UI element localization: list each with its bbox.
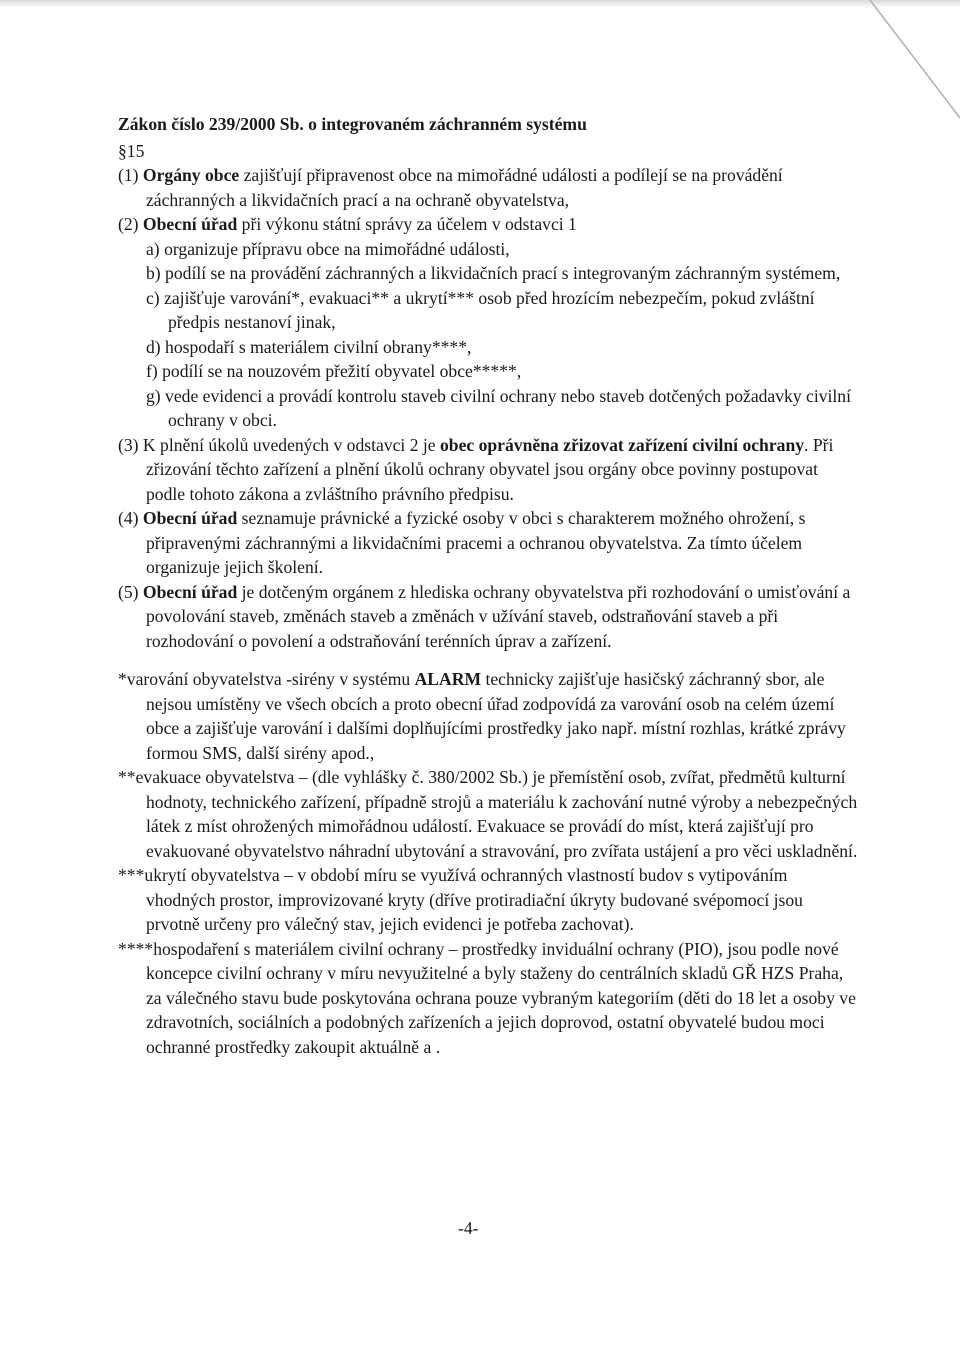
paragraph-4-number: (4): [118, 508, 143, 528]
paragraph-1-subject: Orgány obce: [142, 165, 240, 185]
law-title: [118, 112, 858, 137]
paragraph-5: [118, 580, 858, 654]
footnote-material: ****hospodaření s materiálem civilní ochrany – prostředky inviduální ochrany (PIO), jsou podle nové koncepce civilní ochrany v míru nevyužitelné a byly staženy do centrálních skladů GŘ HZS Praha, za válečného stavu bude poskytována ochrana pouze vybraným kategoriím (děti do 18 let a osoby ve zdravotních, sociálních a podobných zařízeních a jejich doprovod, ostatní obyvatelé budou moci ochranné prostředky zakoupit aktuálně a .: [118, 938, 856, 1057]
list-item-f: f) podílí se na nouzovém přežití obyvatel obce*****,: [146, 361, 522, 381]
list-item-d: d) hospodaří s materiálem civilní obrany****,: [146, 336, 472, 357]
paragraph-1-text: zajišťují připravenost obce na mimořádné události a podílejí se na provádění záchranných a likvidačních prací a na ochraně obyvatelstva,: [146, 165, 783, 210]
scan-corner-fold: [830, 0, 960, 130]
list-item-g: g) vede evidenci a provádí kontrolu staveb civilní ochrany nebo staveb dotčených požadavky civilní ochrany v obci.: [146, 385, 851, 430]
paragraph-5-text: je dotčeným orgánem z hlediska ochrany obyvatelstva při rozhodování o umisťování a povolování staveb, změnách staveb a změnách v užívání staveb, odstraňování staveb a při rozhodování o povolení a odstraňování terénních úprav a zařízení.: [146, 581, 851, 651]
paragraph-4-text: seznamuje právnické a fyzické osoby v obci s charakterem možného ohrožení, s připravenými záchrannými a likvidačními pracemi a ochranou obyvatelstva. Za tímto účelem organizuje jejich školení.: [146, 508, 806, 577]
scan-edge: [0, 0, 960, 8]
spacer: [118, 653, 858, 667]
paragraph-4-subject: Obecní úřad: [142, 508, 238, 528]
document-page: [118, 112, 858, 1059]
footnote-warning-text-a: *varování obyvatelstva -sirény v systému: [118, 669, 415, 689]
paragraph-5-number: (5): [118, 581, 143, 602]
law-name: o integrovaném záchranném systému: [303, 114, 587, 134]
footnote-warning-text-b: technicky zajišťuje hasičský záchranný sbor, ale nejsou umístěny ve všech obcích a proto obecní úřad zodpovídá za varování osob na celém území obce a zajišťuje varování i dalšími doplňujícími prostředky jako např. místní rozhlas, krátké zprávy formou SMS, další sirény apod.,: [146, 669, 846, 763]
list-item-b: b) podílí se na provádění záchranných a likvidačních prací s integrovaným záchranným systémem,: [146, 263, 841, 283]
paragraph-1: [118, 163, 858, 212]
page-number: -4-: [458, 1218, 479, 1238]
footnote-warning: [118, 667, 858, 765]
section-heading: §15: [118, 140, 145, 161]
paragraph-3-text-b: . Při zřizování těchto zařízení a plnění úkolů ochrany obyvatel jsou orgány obce povinny postupovat podle tohoto zákona a zvláštního právního předpisu.: [146, 434, 834, 504]
paragraph-3-text-a: K plnění úkolů uvedených v odstavci 2 je: [142, 434, 440, 455]
footnote-shelter: ***ukrytí obyvatelstva – v období míru se využívá ochranných vlastností budov s vytipováním vhodných prostor, improvizované kryty (dříve protiradiační úkryty budované svépomocí jsou prvotně určeny pro válečný stav, jejich evidenci je potřeba zachovat).: [118, 865, 803, 934]
list-item-c: c) zajišťuje varování*, evakuaci** a ukrytí*** osob před hrozícím nebezpečím, pokud zvláštní předpis nestanoví jinak,: [146, 287, 815, 332]
paragraph-2-number: (2): [118, 214, 143, 234]
paragraph-3: [118, 433, 858, 507]
paragraph-2-subject: Obecní úřad: [142, 214, 238, 234]
law-number: Zákon číslo 239/2000 Sb.: [118, 114, 304, 134]
paragraph-2-text: při výkonu státní správy za účelem v odstavci 1: [237, 214, 577, 234]
paragraph-2: [118, 212, 858, 237]
paragraph-5-subject: Obecní úřad: [142, 581, 238, 602]
paragraph-3-number: (3): [118, 434, 143, 455]
list-item-a: a) organizuje přípravu obce na mimořádné události,: [146, 238, 510, 259]
footnote-warning-alarm: ALARM: [414, 669, 482, 689]
paragraph-4: [118, 506, 858, 580]
paragraph-3-emphasis: obec oprávněna zřizovat zařízení civilní ochrany: [440, 434, 805, 455]
footnote-evacuation: **evakuace obyvatelstva – (dle vyhlášky č. 380/2002 Sb.) je přemístění osob, zvířat, předmětů kulturní hodnoty, technického zařízení, případně strojů a materiálu k zachování nutné výroby a nebezpečných látek z míst ohrožených mimořádnou událostí. Evakuace se provádí do míst, která zajišťují pro evakuované obyvatelstvo náhradní ubytování a stravování, pro zvířata ustájení a pro věci uskladnění.: [118, 767, 858, 861]
paragraph-1-number: (1): [118, 165, 143, 185]
